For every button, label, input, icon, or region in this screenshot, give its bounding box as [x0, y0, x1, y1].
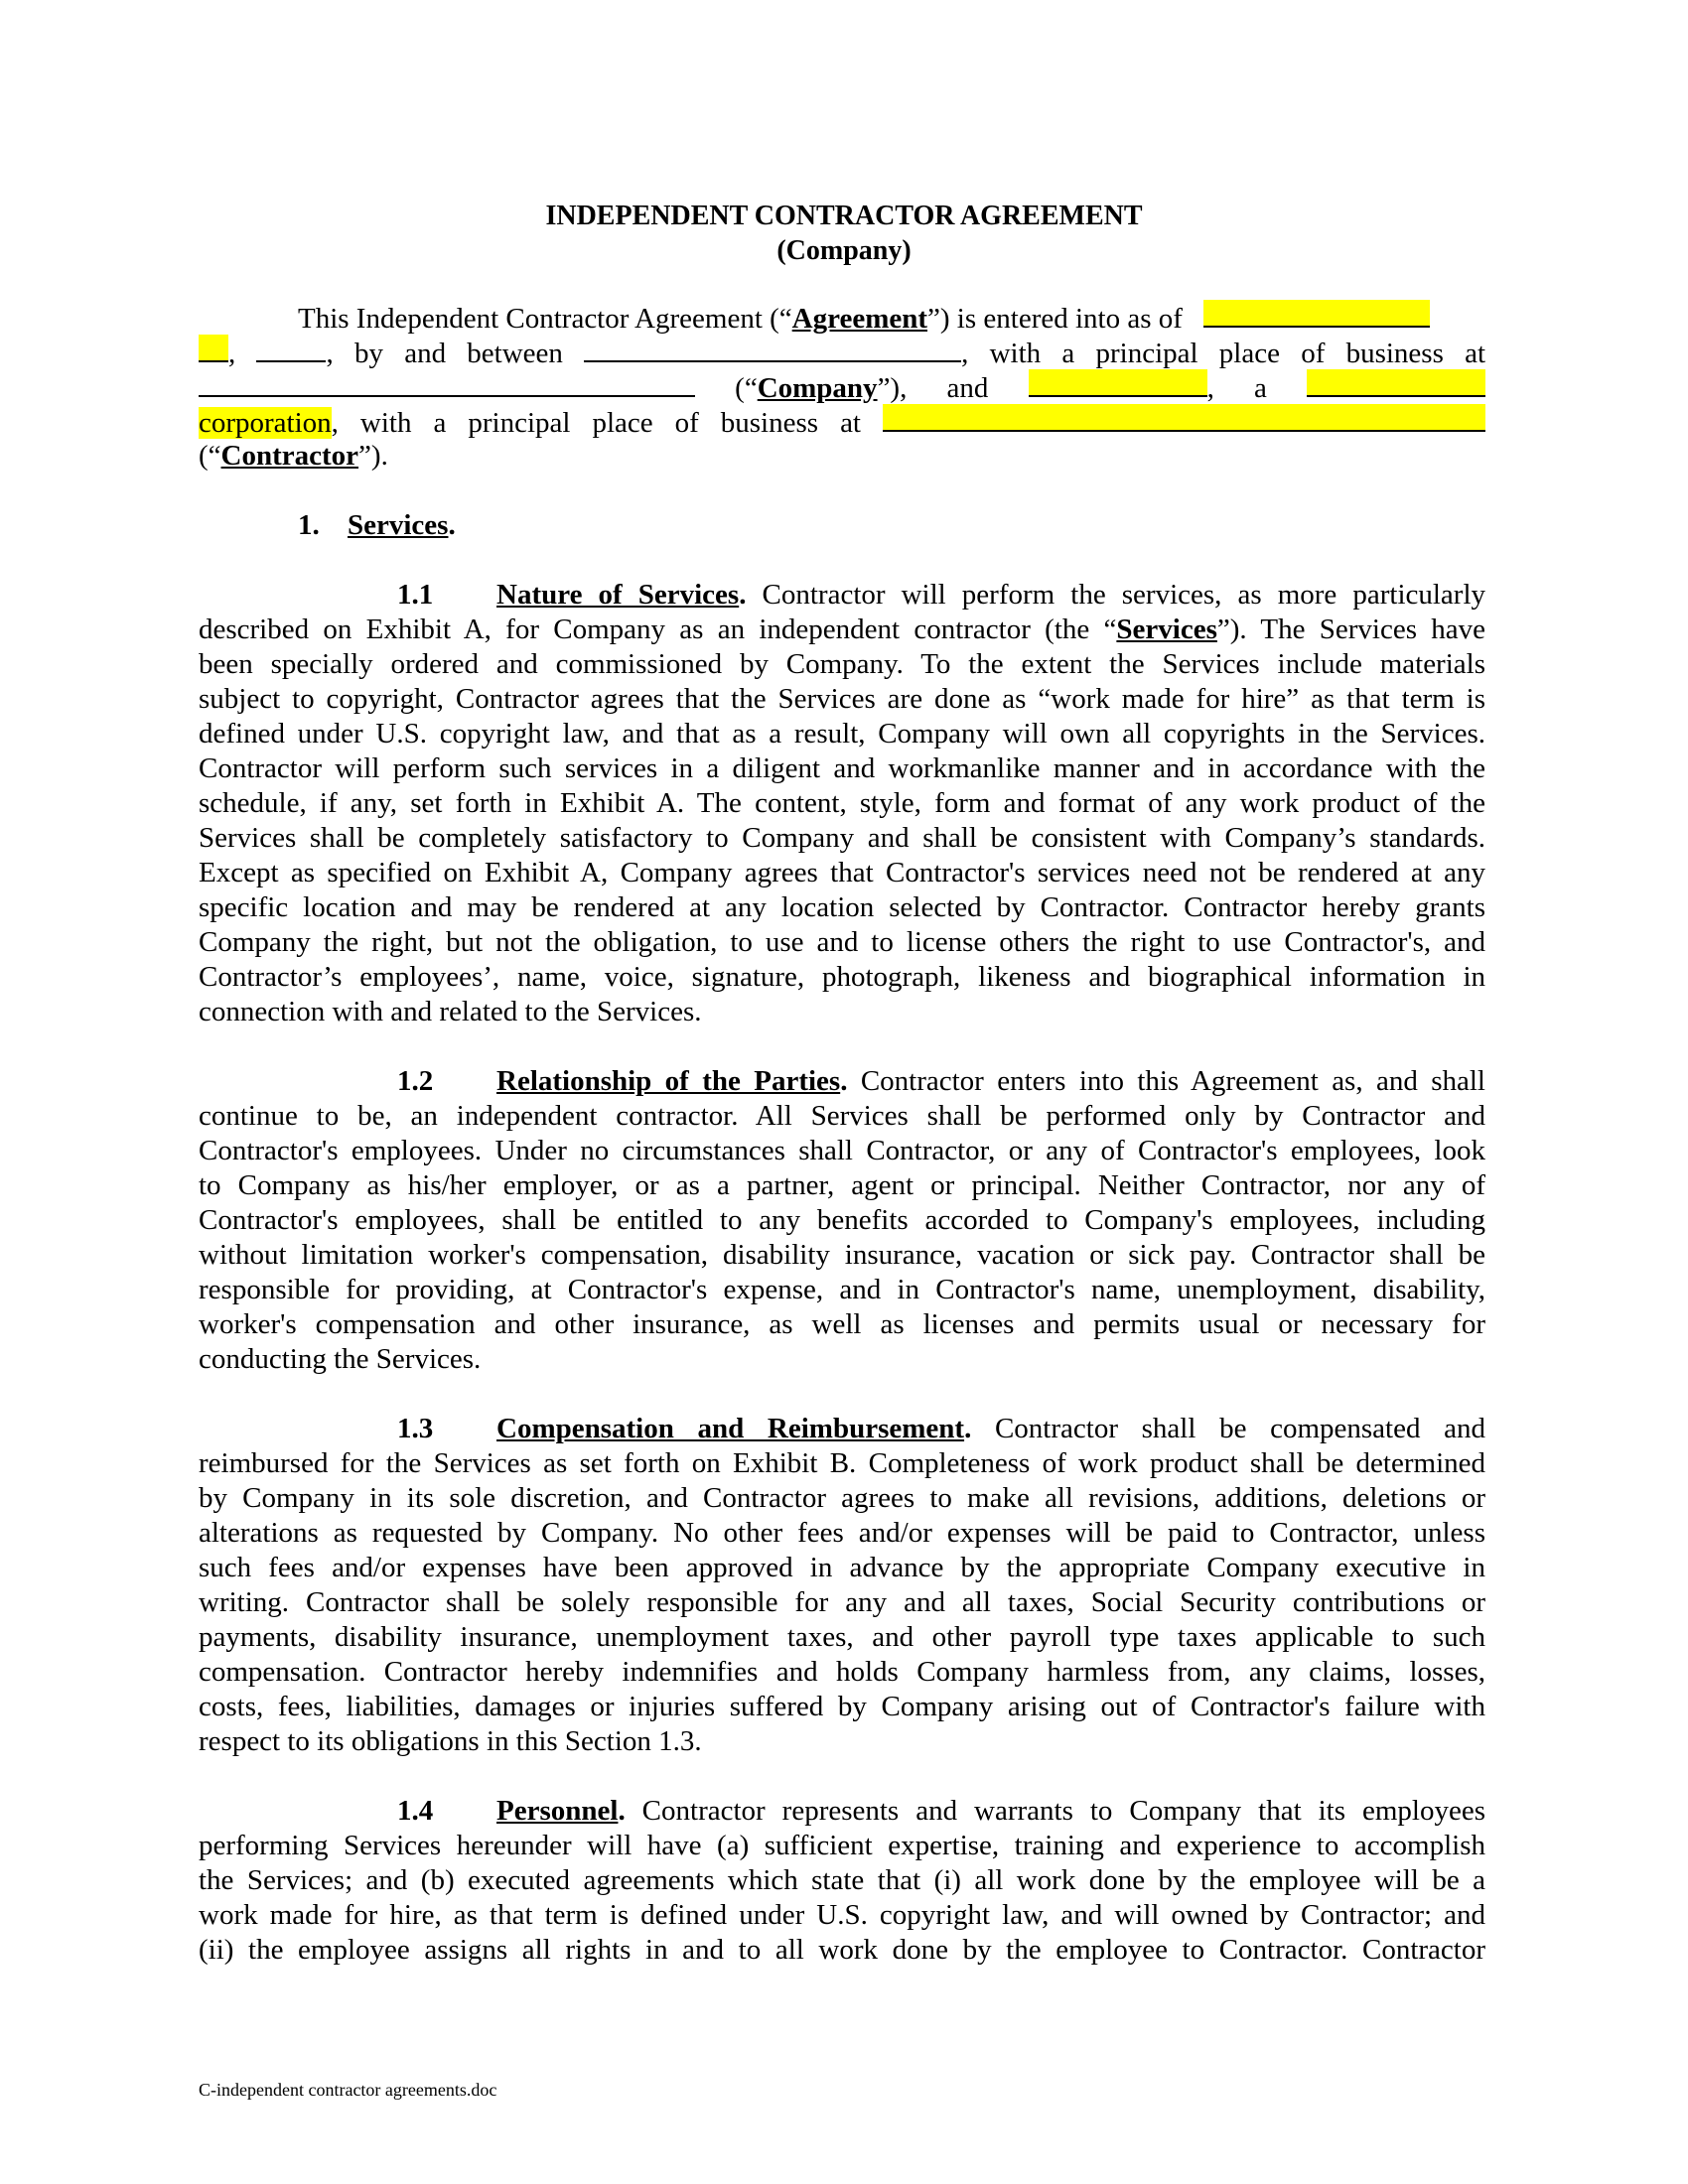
paragraph-line: continue to be, an independent contractor. All Services shall be performed only by Contractor and	[199, 1100, 1485, 1132]
paragraph-line: the Services; and (b) executed agreements which state that (i) all work done by the employee will be a	[199, 1864, 1485, 1896]
paragraph-text: described on Exhibit A, for Company as an independent contractor (the “	[199, 614, 1117, 645]
section-number: 1.	[298, 509, 320, 541]
state-blank-field[interactable]	[1307, 369, 1485, 397]
paragraph-line: 1.4 Personnel. Contractor represents and warrants to Company that its employees	[199, 1794, 1485, 1829]
subsection-title: Compensation and Reimbursement	[496, 1413, 965, 1444]
paragraph-line: compensation. Contractor hereby indemnifies and holds Company harmless from, any claims, losses,	[199, 1656, 1485, 1688]
preamble-text: ,	[228, 338, 236, 369]
preamble-text: ,	[1206, 372, 1214, 404]
paragraph-line: schedule, if any, set forth in Exhibit A. The content, style, form and format of any work product of the	[199, 787, 1485, 819]
preamble-text: ,	[326, 338, 334, 369]
paragraph-line: payments, disability insurance, unemployment taxes, and other payroll type taxes applicable to such	[199, 1621, 1485, 1653]
paragraph-line: such fees and/or expenses have been approved in advance by the appropriate Company executive in	[199, 1552, 1485, 1583]
section-title-dot: .	[448, 509, 456, 541]
preamble-text: (“	[735, 372, 758, 404]
preamble-line-2	[199, 335, 1485, 371]
date-blank-field[interactable]	[199, 335, 228, 362]
preamble-text: and	[946, 372, 989, 404]
entity-type-highlight[interactable]: corporation	[199, 407, 332, 439]
document-subtitle: (Company)	[776, 235, 912, 266]
paragraph-line: to Company as his/her employer, or as a partner, agent or principal. Neither Contractor, nor any of	[199, 1169, 1485, 1201]
paragraph-line: alterations as requested by Company. No other fees and/or expenses will be paid to Contractor, unless	[199, 1517, 1485, 1549]
paragraph-line: without limitation worker's compensation, disability insurance, vacation or sick pay. Contractor shall be	[199, 1239, 1485, 1271]
footer-filename: C-independent contractor agreements.doc	[199, 2080, 497, 2100]
paragraph-line: been specially ordered and commissioned by Company. To the extent the Services include materials	[199, 648, 1485, 680]
document-title: INDEPENDENT CONTRACTOR AGREEMENT	[545, 201, 1143, 231]
preamble-text: by and between	[353, 338, 563, 369]
preamble-text: a	[1253, 372, 1267, 404]
paragraph-text: Contractor enters into this Agreement as, and shall	[860, 1065, 1485, 1097]
contractor-name-blank-field[interactable]	[1029, 369, 1207, 397]
paragraph-line: defined under U.S. copyright law, and that as a result, Company will own all copyrights in the Services.	[199, 718, 1485, 750]
paragraph-line: Contractor’s employees’, name, voice, signature, photograph, likeness and biographical information in	[199, 961, 1485, 993]
paragraph-line: worker's compensation and other insurance, as well as licenses and permits usual or necessary for	[199, 1308, 1485, 1340]
preamble-line-3	[199, 369, 1485, 406]
paragraph-text: Contractor shall be compensated and	[994, 1413, 1486, 1444]
defined-term-company: Company	[757, 372, 878, 404]
subsection-title: Relationship of the Parties	[496, 1065, 841, 1097]
paragraph-line: Except as specified on Exhibit A, Company agrees that Contractor's services need not be rendered at any	[199, 857, 1485, 888]
paragraph-line: writing. Contractor shall be solely responsible for any and all taxes, Social Security contributions or	[199, 1586, 1485, 1618]
paragraph-text: Contractor will perform the services, as more particularly	[762, 579, 1486, 611]
paragraph-line: work made for hire, as that term is defined under U.S. copyright law, and will owned by Contractor; and	[199, 1899, 1485, 1931]
defined-term-contractor: Contractor	[220, 440, 359, 472]
paragraph-line: conducting the Services.	[199, 1343, 482, 1375]
paragraph-line: Contractor will perform such services in a diligent and workmanlike manner and in accordance with the	[199, 752, 1485, 784]
paragraph-line: Contractor's employees. Under no circumstances shall Contractor, or any of Contractor's employees, look	[199, 1135, 1485, 1166]
subsection-title: Nature of Services	[496, 579, 740, 611]
paragraph-line: respect to its obligations in this Section 1.3.	[199, 1725, 702, 1757]
subsection-number: 1.3	[397, 1413, 434, 1444]
subsection-number: 1.2	[397, 1065, 434, 1097]
paragraph-line: by Company in its sole discretion, and Contractor agrees to make all revisions, additions, deletions or	[199, 1482, 1485, 1514]
subsection-number: 1.1	[397, 579, 434, 611]
paragraph-line: connection with and related to the Services.	[199, 996, 702, 1027]
preamble-line-1	[199, 300, 1485, 337]
paragraph-line: (ii) the employee assigns all rights in and to all work done by the employee to Contractor. Contractor	[199, 1934, 1485, 1966]
paragraph-line: Contractor's employees, shall be entitled to any benefits accorded to Company's employees, including	[199, 1204, 1485, 1236]
defined-term-services: Services	[1116, 614, 1217, 645]
company-address-blank-field[interactable]	[199, 369, 695, 397]
paragraph-line	[199, 613, 1485, 647]
year-blank-field[interactable]	[256, 335, 326, 362]
defined-term-agreement: Agreement	[791, 303, 928, 335]
section-title: Services	[348, 509, 449, 541]
preamble-line-5	[199, 439, 1485, 474]
paragraph-text: ”). The Services have	[1216, 614, 1485, 645]
subsection-title: Personnel	[496, 1795, 619, 1827]
paragraph-line: responsible for providing, at Contractor's expense, and in Contractor's name, unemployment, disability,	[199, 1274, 1485, 1305]
paragraph-line: reimbursed for the Services as set forth on Exhibit B. Completeness of work product shall be determined	[199, 1447, 1485, 1479]
paragraph-line: Company the right, but not the obligation, to use and to license others the right to use Contractor's, and	[199, 926, 1485, 958]
paragraph-line: 1.1 Nature of Services. Contractor will perform the services, as more particularly	[199, 578, 1485, 613]
paragraph-line: subject to copyright, Contractor agrees that the Services are done as “work made for hire” as that term is	[199, 683, 1485, 715]
preamble-line-4	[199, 404, 1485, 441]
preamble-text: (“	[199, 440, 221, 472]
company-name-blank-field[interactable]	[584, 335, 961, 362]
preamble-text: ”).	[358, 440, 388, 472]
paragraph-line: performing Services hereunder will have (a) sufficient expertise, training and experience to accomplish	[199, 1830, 1485, 1861]
paragraph-line: Services shall be completely satisfactory to Company and shall be consistent with Company’s standards.	[199, 822, 1485, 854]
paragraph-line: 1.3 Compensation and Reimbursement. Contractor shall be compensated and	[199, 1412, 1485, 1446]
date-blank-field[interactable]	[1203, 300, 1430, 328]
subsection-number: 1.4	[397, 1795, 434, 1827]
preamble-text: , with a principal place of business at	[961, 338, 1486, 369]
paragraph-text: Contractor represents and warrants to Company that its employees	[641, 1795, 1485, 1827]
paragraph-line: specific location and may be rendered at any location selected by Contractor. Contractor hereby grants	[199, 891, 1485, 923]
preamble-text: , with a principal place of business at	[331, 407, 861, 439]
paragraph-line: costs, fees, liabilities, damages or injuries suffered by Company arising out of Contractor's failure with	[199, 1691, 1485, 1722]
section-1-heading	[199, 508, 1485, 543]
preamble-text: ”) is entered into as of	[927, 303, 1183, 335]
preamble-text: ”),	[877, 372, 908, 404]
contractor-address-blank-field[interactable]	[883, 404, 1485, 432]
paragraph-line: 1.2 Relationship of the Parties. Contractor enters into this Agreement as, and shall	[199, 1064, 1485, 1099]
preamble-text: This Independent Contractor Agreement (“	[298, 303, 792, 335]
